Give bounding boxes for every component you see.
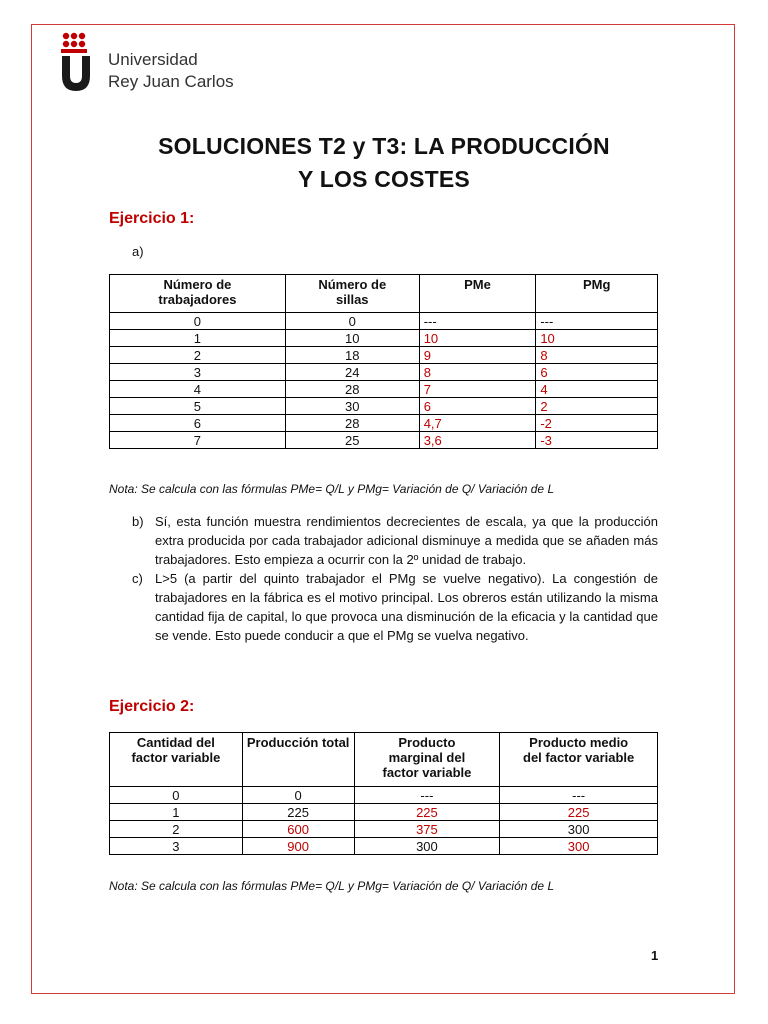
cell: 30 — [285, 398, 419, 415]
list-item — [132, 512, 658, 569]
cell: 18 — [285, 347, 419, 364]
cell: 28 — [285, 381, 419, 398]
logo-university-text: Universidad — [108, 50, 198, 69]
header-workers: Número de trabajadores — [110, 275, 286, 313]
cell: 10 — [536, 330, 658, 347]
item-text: L>5 (a partir del quinto trabajador el PMg se vuelve negativo). La congestión de trabajadores en la fábrica es el motivo principal. Los obreros están utilizando la misma cantidad fija de capital, lo que provoca una disminución de la eficacia y la cantidad que se vende. Esto puede conducir a que el PMg se vuelva negativo. — [155, 571, 658, 643]
cell: 0 — [110, 787, 243, 804]
cell: 300 — [354, 838, 500, 855]
cell: -2 — [536, 415, 658, 432]
exercise-1-note: Nota: Se calcula con las fórmulas PMe= Q/L y PMg= Variación de Q/ Variación de L — [109, 482, 555, 496]
cell: 6 — [536, 364, 658, 381]
cell: 225 — [500, 804, 658, 821]
cell: 4 — [536, 381, 658, 398]
cell: 8 — [419, 364, 536, 381]
cell: --- — [419, 313, 536, 330]
table-row — [110, 313, 658, 330]
exercise-2-table — [109, 732, 658, 855]
cell: 3 — [110, 838, 243, 855]
cell: 7 — [110, 432, 286, 449]
cell: 2 — [536, 398, 658, 415]
item-text: Sí, esta función muestra rendimientos decrecientes de escala, ya que la producción extra producida por cada trabajador adicional disminuye a medida que se añaden más trabajadores. Esto empieza a ocurrir con la 2º unidad de trabajo. — [155, 514, 658, 567]
table-row — [110, 787, 658, 804]
cell: 300 — [500, 821, 658, 838]
header-pme: PMe — [419, 275, 536, 313]
cell: 28 — [285, 415, 419, 432]
cell: 24 — [285, 364, 419, 381]
table-row — [110, 381, 658, 398]
cell: 4 — [110, 381, 286, 398]
university-logo — [58, 30, 248, 96]
cell: 225 — [354, 804, 500, 821]
header-chairs: Número de sillas — [285, 275, 419, 313]
table-row — [110, 364, 658, 381]
cell: 225 — [242, 804, 354, 821]
cell: 2 — [110, 347, 286, 364]
cell: 4,7 — [419, 415, 536, 432]
header-total-production: Producción total — [242, 733, 354, 787]
cell: 10 — [419, 330, 536, 347]
cell: 5 — [110, 398, 286, 415]
page-title — [60, 130, 708, 196]
header-factor-quantity: Cantidad del factor variable — [110, 733, 243, 787]
table-row — [110, 804, 658, 821]
item-label: b) — [132, 514, 144, 529]
header-average-product: Producto medio del factor variable — [500, 733, 658, 787]
exercise-1-table — [109, 274, 658, 449]
table-row — [110, 838, 658, 855]
list-item — [132, 569, 658, 645]
exercise-2-heading: Ejercicio 2: — [109, 698, 195, 715]
cell: 900 — [242, 838, 354, 855]
page-number: 1 — [651, 948, 659, 963]
table-row — [110, 398, 658, 415]
cell: 25 — [285, 432, 419, 449]
exercise-1-heading: Ejercicio 1: — [109, 210, 195, 227]
cell: 6 — [419, 398, 536, 415]
cell: 0 — [242, 787, 354, 804]
cell: 3 — [110, 364, 286, 381]
cell: 9 — [419, 347, 536, 364]
header-pmg: PMg — [536, 275, 658, 313]
cell: 300 — [500, 838, 658, 855]
table-row — [110, 821, 658, 838]
cell: 375 — [354, 821, 500, 838]
cell: 7 — [419, 381, 536, 398]
table-row — [110, 432, 658, 449]
cell: 6 — [110, 415, 286, 432]
cell: 0 — [285, 313, 419, 330]
cell: --- — [500, 787, 658, 804]
item-label: c) — [132, 571, 143, 586]
cell: -3 — [536, 432, 658, 449]
table-row — [110, 330, 658, 347]
exercise-2-note: Nota: Se calcula con las fórmulas PMe= Q/L y PMg= Variación de Q/ Variación de L — [109, 879, 555, 893]
cell: 2 — [110, 821, 243, 838]
cell: 8 — [536, 347, 658, 364]
table-row — [110, 347, 658, 364]
cell: 0 — [110, 313, 286, 330]
table-header-row — [110, 733, 658, 787]
title-line-2: Y LOS COSTES — [298, 166, 470, 192]
exercise-1-answers — [132, 512, 658, 645]
cell: 3,6 — [419, 432, 536, 449]
cell: 10 — [285, 330, 419, 347]
table-row — [110, 415, 658, 432]
cell: --- — [536, 313, 658, 330]
cell: 1 — [110, 804, 243, 821]
cell: 600 — [242, 821, 354, 838]
item-a-label: a) — [132, 244, 144, 259]
title-line-1: SOLUCIONES T2 y T3: LA PRODUCCIÓN — [158, 133, 610, 159]
header-marginal-product: Producto marginal del factor variable — [354, 733, 500, 787]
urjc-emblem-icon — [58, 30, 104, 92]
table-header-row — [110, 275, 658, 313]
logo-name-text: Rey Juan Carlos — [108, 72, 234, 91]
cell: 1 — [110, 330, 286, 347]
cell: --- — [354, 787, 500, 804]
